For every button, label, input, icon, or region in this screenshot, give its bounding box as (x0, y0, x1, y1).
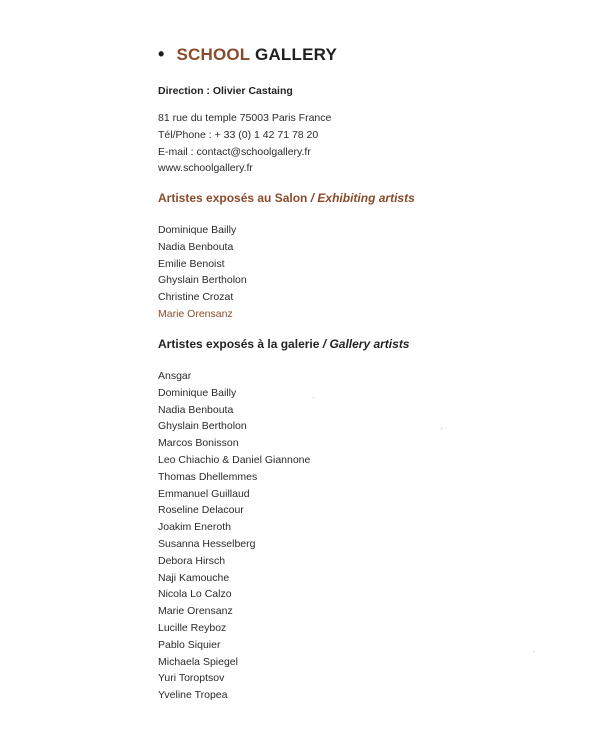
gallery-artist-item: Dominique Bailly (158, 386, 237, 399)
gallery-artist-item: Naji Kamouche (158, 571, 230, 584)
gallery-artist-item: Lucille Reyboz (158, 621, 227, 634)
salon-artist-list (158, 222, 247, 323)
gallery-artist-item: Emmanuel Guillaud (158, 487, 250, 500)
gallery-artist-item: Pablo Siquier (158, 638, 221, 651)
gallery-artist-item: Yveline Tropea (158, 689, 228, 702)
gallery-name-rest: GALLERY (255, 45, 338, 64)
gallery-artist-item: Leo Chiachio & Daniel Giannone (158, 453, 311, 466)
gallery-title-fr: Artistes exposés à la galerie (158, 337, 320, 351)
gallery-artist-list (158, 368, 310, 704)
direction-line: Direction : Olivier Castaing (158, 85, 293, 97)
gallery-artist-item: Yuri Toroptsov (158, 672, 225, 685)
salon-artist-item: Ghyslain Bertholon (158, 274, 247, 287)
gallery-title (158, 44, 337, 65)
salon-section-title (158, 191, 415, 205)
gallery-artist-item: Ansgar (158, 370, 192, 382)
contact-block (158, 110, 331, 177)
salon-title-separator: / (307, 191, 318, 205)
paper-speck (533, 651, 534, 652)
gallery-title-separator: / (319, 337, 330, 351)
paper-speck (441, 428, 442, 429)
salon-artist-item-highlighted: Marie Orensanz (158, 307, 233, 320)
salon-title-en: Exhibiting artists (317, 191, 415, 205)
gallery-artist-item: Thomas Dhellemmes (158, 470, 258, 483)
phone-line: Tél/Phone : + 33 (0) 1 42 71 78 20 (158, 128, 319, 141)
salon-title-fr: Artistes exposés au Salon (158, 191, 308, 205)
gallery-artist-item: Marie Orensanz (158, 605, 233, 618)
address-line: 81 rue du temple 75003 Paris France (158, 112, 332, 124)
salon-artist-item: Christine Crozat (158, 291, 234, 304)
salon-artist-item: Emilie Benoist (158, 257, 225, 270)
gallery-artist-item: Nicola Lo Calzo (158, 588, 232, 601)
gallery-artist-item: Susanna Hesselberg (158, 537, 256, 550)
salon-artist-item: Dominique Bailly (158, 224, 237, 236)
gallery-artist-item: Debora Hirsch (158, 554, 226, 567)
gallery-artist-item: Roseline Delacour (158, 504, 244, 517)
email-line: E-mail : contact@schoolgallery.fr (158, 145, 311, 158)
bullet-icon: • (158, 44, 165, 64)
gallery-artist-item: Michaela Spiegel (158, 655, 238, 668)
gallery-artist-item: Ghyslain Bertholon (158, 420, 247, 433)
paper-speck (313, 397, 314, 398)
gallery-brand: SCHOOL (176, 45, 251, 64)
gallery-artist-item: Joakim Eneroth (158, 521, 231, 534)
website-line: www.schoolgallery.fr (158, 162, 253, 175)
gallery-artist-item: Marcos Bonisson (158, 437, 239, 450)
gallery-section-title (158, 337, 409, 351)
salon-artist-item: Nadia Benbouta (158, 240, 234, 253)
gallery-artist-item: Nadia Benbouta (158, 403, 234, 416)
gallery-title-en: Gallery artists (329, 337, 410, 351)
